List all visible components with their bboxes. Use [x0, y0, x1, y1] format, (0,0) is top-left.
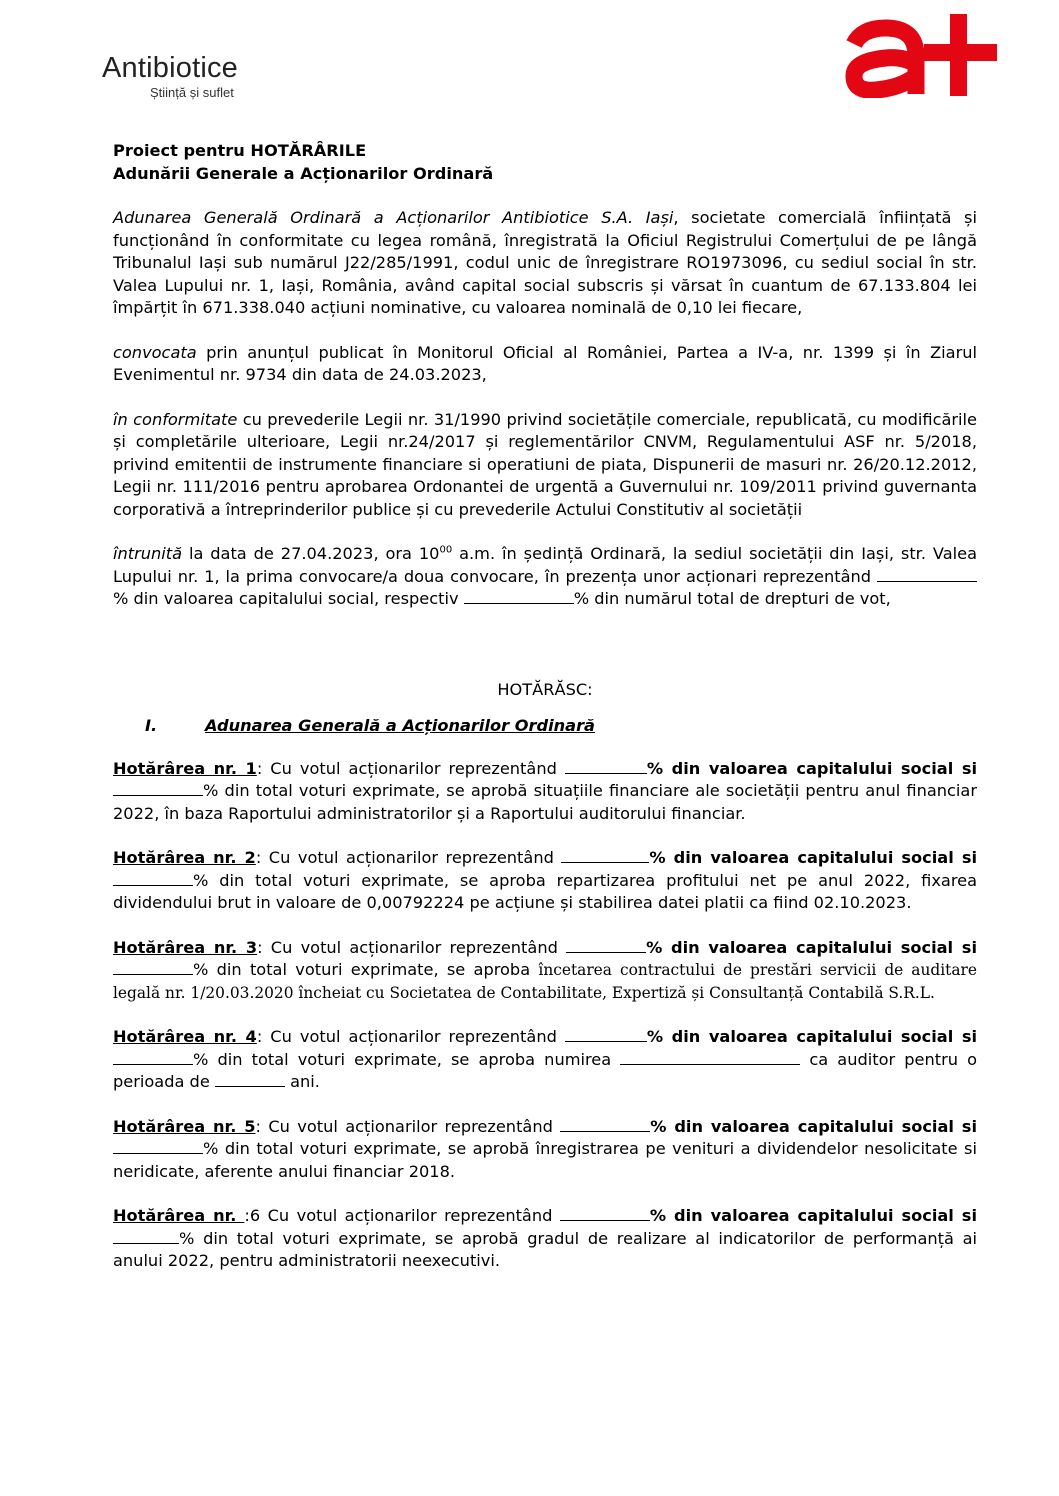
fill-in-blank[interactable]	[113, 781, 203, 796]
section-heading	[113, 715, 977, 738]
fill-in-blank[interactable]	[464, 589, 574, 604]
fill-in-blank[interactable]	[561, 848, 649, 863]
company-name: Antibiotice	[102, 52, 238, 84]
fill-in-blank[interactable]	[215, 1072, 285, 1087]
intro-subject: Adunarea Generală Ordinară a Acționarilor Antibiotice S.A. Iași	[113, 208, 674, 227]
document-body	[113, 140, 977, 1273]
resolution-3: Hotărârea nr. 3: Cu votul acționarilor reprezentând % din valoarea capitalului social si % din total voturi exprimate, se aproba încetarea contractului de prestări servicii de auditare legală nr. 1/20.03.2020 încheiat cu Societatea de Contabilitate, Expertiză și Consultanță Contabilă S.R.L.	[113, 937, 977, 1002]
fill-in-blank[interactable]	[113, 871, 193, 886]
resolution-label: Hotărârea nr. 3	[113, 937, 258, 957]
section-title: Adunarea Generală a Acționarilor Ordinară	[205, 716, 595, 735]
resolution-label: Hotărârea nr. 5	[113, 1116, 256, 1136]
conformitate-text: cu prevederile Legii nr. 31/1990 privind societățile comerciale, republicată, cu modificările și completările ulterioare, Legii nr.24/2017 și reglementărilor CNVM, Regulamentului ASF nr. 5/2018, privind emitentii de instrumente financiare si operatiuni de piata, Dispunerii de masuri nr. 26/20.12.2012, Legii nr. 111/2016 pentru aprobarea Ordonantei de urgentă a Guvernului nr. 109/2011 privind guvernanta corporativă a întreprinderilor publice și cu prevederile Actului Constitutiv al societății	[113, 409, 977, 519]
resolution-2: Hotărârea nr. 2: Cu votul acționarilor reprezentând % din valoarea capitalului social si % din total voturi exprimate, se aproba repartizarea profitului net pe anul 2022, fixarea dividendului brut in valoare de 0,00792224 pe acțiune și stabilirea datei platii ca fiind 02.10.2023.	[113, 848, 977, 912]
fill-in-blank[interactable]	[560, 1206, 650, 1221]
fill-in-blank[interactable]	[560, 1117, 650, 1132]
convocata-text: prin anunțul publicat în Monitorul Oficial al României, Partea a IV-a, nr. 1399 și în Ziarul Evenimentul nr. 9734 din data de 24.03.2023,	[113, 342, 977, 384]
conformitate-lead: în conformitate	[113, 409, 238, 429]
resolution-label: Hotărârea nr. 1	[113, 758, 257, 778]
resolution-1: Hotărârea nr. 1: Cu votul acționarilor reprezentând % din valoarea capitalului social si % din total voturi exprimate, se aprobă situațiile financiare ale societății pentru anul financiar 2022, în baza Raportului administratorilor și a Raportului auditorului financiar.	[113, 758, 977, 823]
fill-in-blank[interactable]	[113, 1050, 193, 1065]
time-superscript: 00	[439, 544, 453, 556]
intro-paragraph	[113, 207, 977, 320]
conformitate-paragraph	[113, 409, 977, 522]
intrunita-paragraph: întrunită la data de 27.04.2023, ora $10^{00}$ a.m. în ședință Ordinară, la sediul societății din Iași, str. Valea Lupului nr. 1, la prima convocare/a doua convocare, în prezența unor acționari reprezentând % din valoarea capitalului social, respectiv % din numărul total de drepturi de vot,	[113, 544, 977, 608]
document-title-line1: Proiect pentru HOTĂRÂRILE	[113, 141, 367, 160]
fill-in-blank[interactable]	[620, 1050, 800, 1065]
section-number: I.	[145, 716, 158, 735]
a-plus-logo-icon	[842, 14, 1002, 102]
fill-in-blank[interactable]	[565, 759, 647, 774]
resolution-label: Hotărârea nr. 2	[113, 848, 256, 867]
fill-in-blank[interactable]	[566, 938, 646, 953]
convocata-paragraph	[113, 342, 977, 387]
convocata-lead: convocata	[113, 342, 197, 362]
resolution-label: Hotărârea nr. 4	[113, 1027, 257, 1046]
fill-in-blank[interactable]	[113, 960, 193, 975]
company-tagline: Știință și suflet	[150, 85, 234, 100]
fill-in-blank[interactable]	[565, 1027, 647, 1042]
fill-in-blank[interactable]	[113, 1229, 179, 1244]
company-logo	[102, 52, 238, 100]
intrunita-lead: întrunită	[113, 544, 183, 563]
resolution-5: Hotărârea nr. 5: Cu votul acționarilor reprezentând % din valoarea capitalului social si % din total voturi exprimate, se aprobă înregistrarea pe venituri a dividendelor nesolicitate si neridicate, aferente anului financiar 2018.	[113, 1116, 977, 1181]
document-title-line2: Adunării Generale a Acționarilor Ordinară	[113, 163, 494, 183]
resolution-6: Hotărârea nr. :6 Cu votul acționarilor reprezentând % din valoarea capitalului social si % din total voturi exprimate, se aprobă gradul de realizare al indicatorilor de performanță ai anului 2022, pentru administratorii neexecutivi.	[113, 1206, 977, 1270]
fill-in-blank[interactable]	[113, 1139, 203, 1154]
fill-in-blank[interactable]	[877, 567, 977, 582]
resolution-label: Hotărârea nr.	[113, 1206, 245, 1225]
decision-heading: HOTĂRĂSC:	[497, 679, 593, 699]
intro-text: , societate comercială înființată și funcționând în conformitate cu legea română, înregistrată la Oficiul Registrului Comerțului de pe lângă Tribunalul Iași sub numărul J22/285/1991, codul unic de înregistrare RO1973096, cu sediul social în str. Valea Lupului nr. 1, Iași, România, având capital social subscris și vărsat în cuantum de 67.133.804 lei împărțit în 671.338.040 acțiuni nominative, cu valoarea nominală de 0,10 lei fiecare,	[113, 208, 977, 317]
resolution-4: Hotărârea nr. 4: Cu votul acționarilor reprezentând % din valoarea capitalului social si % din total voturi exprimate, se aproba numirea ca auditor pentru o perioada de ani.	[113, 1027, 978, 1091]
